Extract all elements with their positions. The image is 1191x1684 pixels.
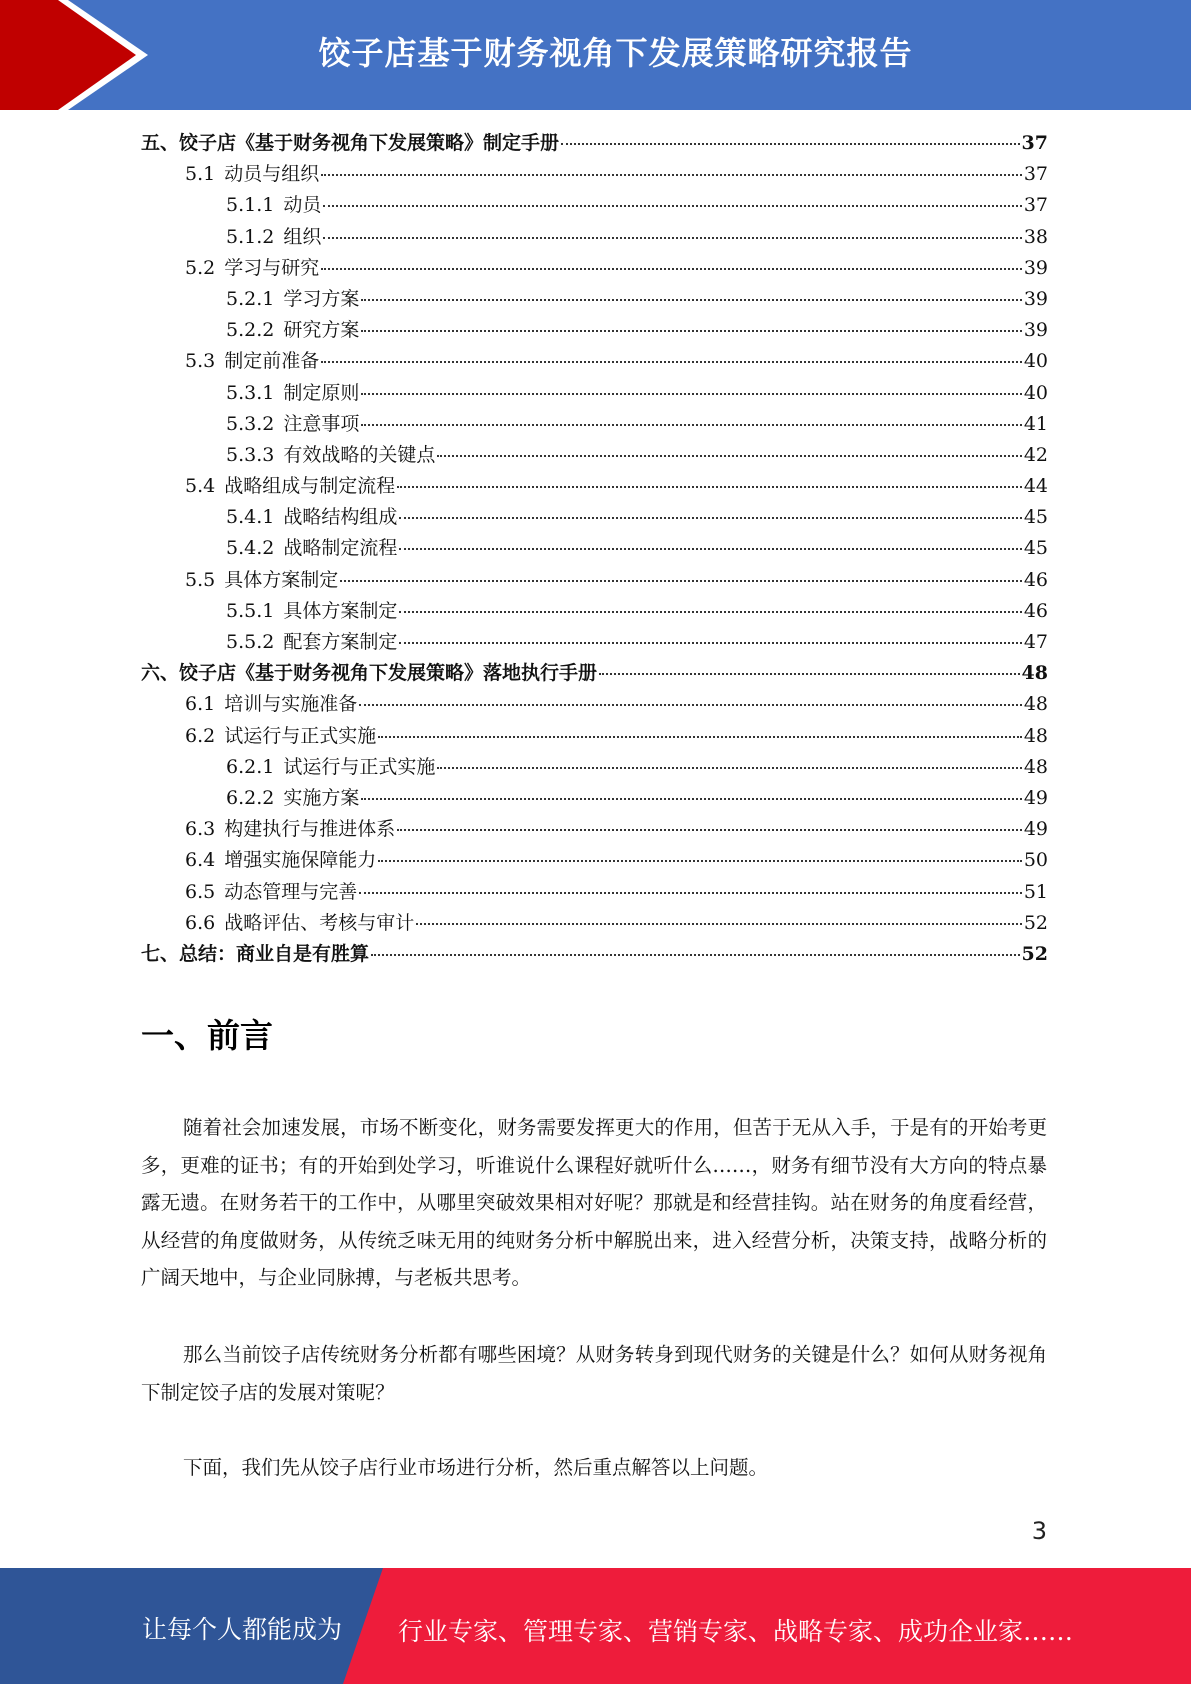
toc-entry-title: 学习与研究: [224, 256, 320, 279]
toc-entry-number: 5.4: [185, 475, 216, 498]
toc-entry-title: 动员: [283, 194, 322, 217]
toc-entry-page: 48: [1023, 724, 1048, 747]
toc-entry-title: 七、总结：商业自是有胜算: [141, 942, 370, 965]
toc-entry-number: 5.2: [185, 256, 216, 279]
toc-entry-number: 5.1.1: [226, 194, 275, 217]
toc-entry-page: 49: [1023, 818, 1048, 841]
toc-entry-title: 制定原则: [283, 381, 360, 404]
toc-entry-page: 48: [1023, 755, 1048, 778]
toc-entry-number: 6.3: [185, 818, 216, 841]
toc-dot-leader: [323, 205, 1021, 207]
toc-entry[interactable]: [141, 783, 1048, 814]
toc-dot-leader: [399, 517, 1021, 519]
toc-dot-leader: [437, 767, 1021, 769]
toc-entry[interactable]: [141, 565, 1048, 596]
toc-entry[interactable]: [141, 190, 1048, 221]
toc-entry-title: 动员与组织: [224, 163, 320, 186]
toc-entry-page: 48: [1023, 693, 1048, 716]
toc-dot-leader: [361, 424, 1021, 426]
toc-entry-number: 5.2.2: [226, 319, 275, 342]
toc-entry-title: 六、饺子店《基于财务视角下发展策略》落地执行手册: [141, 662, 598, 685]
toc-entry[interactable]: [141, 596, 1048, 627]
toc-entry-title: 具体方案制定: [283, 599, 398, 622]
toc-entry-number: 6.2: [185, 724, 216, 747]
footer-roles: 行业专家、管理专家、营销专家、战略专家、成功企业家……: [398, 1617, 1074, 1646]
toc-entry[interactable]: [141, 908, 1048, 939]
toc-entry-number: 5.1.2: [226, 225, 275, 248]
toc-entry-page: 37: [1021, 132, 1048, 154]
toc-entry-number: 5.3.2: [226, 412, 275, 435]
toc-entry-number: 6.1: [185, 693, 216, 716]
toc-entry[interactable]: [141, 253, 1048, 284]
toc-dot-leader: [340, 580, 1022, 582]
toc-entry-number: 5.1: [185, 163, 216, 186]
toc-entry[interactable]: [141, 440, 1048, 471]
toc-entry-page: 45: [1023, 537, 1048, 560]
toc-entry[interactable]: [141, 346, 1048, 377]
toc-entry-title: 战略组成与制定流程: [224, 475, 396, 498]
table-of-contents: [141, 128, 1048, 970]
toc-entry-number: 5.2.1: [226, 287, 275, 310]
toc-entry-page: 40: [1023, 350, 1048, 373]
toc-dot-leader: [321, 361, 1022, 363]
toc-entry[interactable]: [141, 533, 1048, 564]
toc-entry-title: 战略制定流程: [283, 537, 398, 560]
toc-entry-title: 试运行与正式实施: [283, 755, 436, 778]
toc-entry[interactable]: [141, 284, 1048, 315]
toc-entry-page: 37: [1023, 163, 1048, 186]
toc-entry-number: 6.2.2: [226, 786, 275, 809]
toc-entry-page: 51: [1023, 880, 1048, 903]
toc-dot-leader: [361, 798, 1021, 800]
toc-dot-leader: [378, 736, 1022, 738]
toc-dot-leader: [561, 143, 1020, 145]
footer-slogan: 让每个人都能成为: [142, 1615, 343, 1644]
toc-entry-title: 五、饺子店《基于财务视角下发展策略》制定手册: [141, 132, 560, 154]
toc-dot-leader: [371, 954, 1020, 956]
section-heading: 一、前言: [141, 1016, 273, 1055]
toc-entry-title: 配套方案制定: [283, 631, 398, 653]
toc-entry-number: 5.4.2: [226, 537, 275, 560]
toc-entry-title: 构建执行与推进体系: [224, 818, 396, 841]
toc-dot-leader: [378, 860, 1022, 862]
toc-entry[interactable]: [141, 627, 1048, 658]
toc-entry[interactable]: [141, 689, 1048, 720]
toc-entry-page: 47: [1023, 631, 1048, 653]
toc-entry-title: 试运行与正式实施: [224, 724, 377, 747]
toc-entry-title: 有效战略的关键点: [283, 443, 436, 466]
toc-dot-leader: [323, 237, 1021, 239]
toc-entry-page: 46: [1023, 568, 1048, 591]
toc-entry-title: 制定前准备: [224, 350, 320, 373]
toc-entry-title: 增强实施保障能力: [224, 849, 377, 872]
toc-entry-page: 39: [1023, 319, 1048, 342]
toc-entry-page: 38: [1023, 225, 1048, 248]
toc-entry[interactable]: [141, 877, 1048, 908]
toc-entry[interactable]: [141, 752, 1048, 783]
toc-entry[interactable]: [141, 721, 1048, 752]
toc-entry[interactable]: [141, 159, 1048, 190]
toc-entry[interactable]: [141, 128, 1048, 159]
toc-entry-title: 组织: [283, 225, 322, 248]
toc-entry-number: 5.4.1: [226, 506, 275, 529]
toc-entry-page: 37: [1023, 194, 1048, 217]
header-banner: [0, 0, 1191, 110]
toc-entry-page: 39: [1023, 256, 1048, 279]
toc-entry[interactable]: [141, 939, 1048, 970]
toc-dot-leader: [321, 268, 1022, 270]
toc-entry-number: 6.4: [185, 849, 216, 872]
toc-entry-number: 5.5.2: [226, 631, 275, 653]
toc-entry[interactable]: [141, 845, 1048, 876]
toc-entry-number: 5.5: [185, 568, 216, 591]
page-number: 3: [1031, 1517, 1047, 1545]
toc-entry[interactable]: [141, 315, 1048, 346]
toc-entry-number: 5.3.3: [226, 443, 275, 466]
toc-entry-title: 实施方案: [283, 786, 360, 809]
toc-dot-leader: [361, 299, 1021, 301]
toc-dot-leader: [399, 611, 1021, 613]
toc-entry[interactable]: [141, 658, 1048, 689]
toc-entry[interactable]: [141, 814, 1048, 845]
toc-dot-leader: [359, 892, 1022, 894]
toc-entry-title: 战略评估、考核与审计: [224, 911, 415, 934]
footer-banner: [0, 1568, 1191, 1684]
toc-entry-title: 注意事项: [283, 412, 360, 435]
toc-dot-leader: [361, 393, 1021, 395]
toc-entry-number: 6.2.1: [226, 755, 275, 778]
toc-entry-number: 5.3: [185, 350, 216, 373]
toc-entry-page: 49: [1023, 786, 1048, 809]
toc-entry-page: 50: [1023, 849, 1048, 872]
toc-entry[interactable]: [141, 222, 1048, 253]
toc-entry-title: 学习方案: [283, 287, 360, 310]
toc-entry-title: 具体方案制定: [224, 568, 339, 591]
toc-dot-leader: [361, 330, 1021, 332]
toc-entry-number: 6.5: [185, 880, 216, 903]
toc-dot-leader: [359, 704, 1022, 706]
toc-entry-page: 52: [1021, 942, 1048, 965]
toc-entry-page: 48: [1021, 662, 1048, 685]
toc-entry-title: 培训与实施准备: [224, 693, 358, 716]
toc-entry-page: 40: [1023, 381, 1048, 404]
toc-dot-leader: [321, 174, 1022, 176]
toc-dot-leader: [397, 829, 1022, 831]
toc-entry-title: 动态管理与完善: [224, 880, 358, 903]
toc-entry-title: 研究方案: [283, 319, 360, 342]
toc-entry-page: 45: [1023, 506, 1048, 529]
toc-entry-page: 52: [1023, 911, 1048, 934]
toc-entry-number: 5.3.1: [226, 381, 275, 404]
paragraph: 下面，我们先从饺子店行业市场进行分析，然后重点解答以上问题。: [183, 1456, 769, 1479]
toc-entry-page: 41: [1023, 412, 1048, 435]
toc-dot-leader: [437, 455, 1021, 457]
toc-entry[interactable]: [141, 471, 1048, 502]
paragraph: 那么当前饺子店传统财务分析都有哪些困境？从财务转身到现代财务的关键是什么？如何从财务视角下制定饺子店的发展对策呢？: [141, 1343, 1047, 1404]
toc-dot-leader: [599, 673, 1020, 675]
toc-dot-leader: [397, 486, 1022, 488]
toc-entry-page: 44: [1023, 475, 1048, 498]
toc-entry-number: 5.5.1: [226, 599, 275, 622]
toc-entry[interactable]: [141, 502, 1048, 533]
toc-dot-leader: [399, 548, 1021, 550]
toc-entry-page: 39: [1023, 287, 1048, 310]
toc-entry[interactable]: [141, 378, 1048, 409]
toc-entry-page: 42: [1023, 443, 1048, 466]
paragraph: 随着社会加速发展，市场不断变化，财务需要发挥更大的作用，但苦于无从入手，于是有的开始考更多，更难的证书；有的开始到处学习，听谁说什么课程好就听什么……，财务有细节没有大方向的特点暴露无遗。在财务若干的工作中，从哪里突破效果相对好呢？那就是和经营挂钩。站在财务的角度看经营，从经营的角度做财务，从传统乏味无用的纯财务分析中解脱出来，进入经营分析，决策支持，战略分析的广阔天地中，与企业同脉搏，与老板共思考。: [141, 1116, 1047, 1289]
toc-entry[interactable]: [141, 409, 1048, 440]
toc-dot-leader: [416, 923, 1022, 925]
toc-dot-leader: [399, 642, 1021, 644]
toc-entry-number: 6.6: [185, 911, 216, 934]
header-title: 饺子店基于财务视角下发展策略研究报告: [318, 34, 913, 72]
toc-entry-title: 战略结构组成: [283, 506, 398, 529]
toc-entry-page: 46: [1023, 599, 1048, 622]
